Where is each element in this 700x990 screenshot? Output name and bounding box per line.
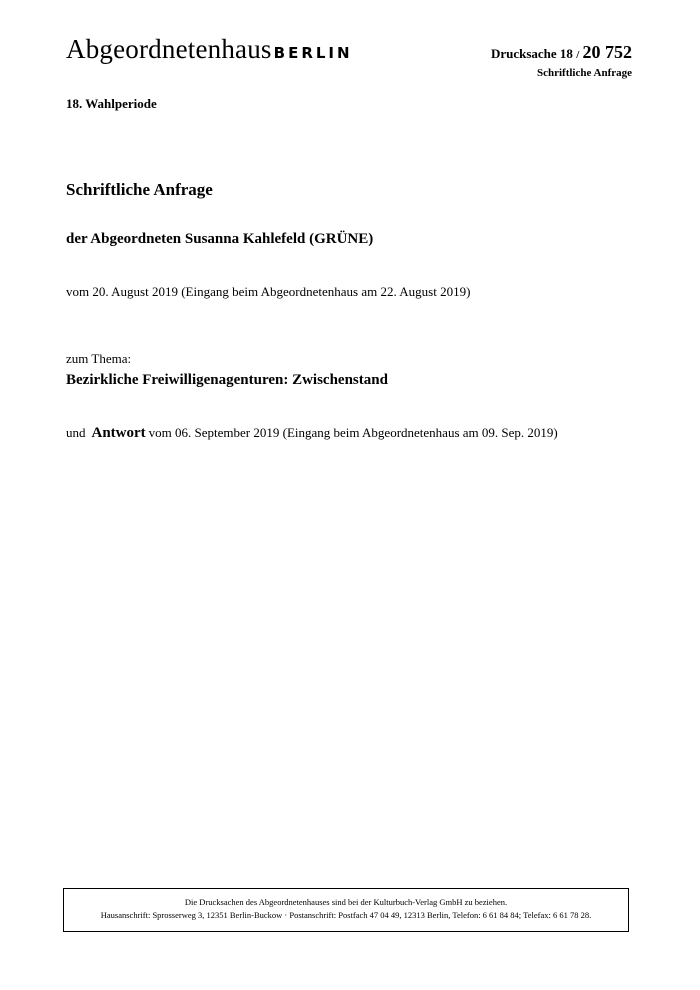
answer-word: Antwort [91,425,146,441]
footer-line-distribution: Die Drucksachen des Abgeordnetenhauses sind bei der Kulturbuch-Verlag GmbH zu beziehen. [184,897,508,907]
drucksache-kind: Schriftliche Anfrage [536,67,632,79]
logo-text-city: BERLIN [273,44,353,62]
drucksache-number: 20 752 [582,42,632,62]
answer-prefix: und [66,425,86,440]
answer-line [66,425,558,442]
drucksache-slash: / [576,49,580,61]
drucksache-id [491,43,632,61]
answer-details: vom 06. September 2019 (Eingang beim Abgeordnetenhaus am 09. Sep. 2019) [148,425,558,440]
drucksache-prefix: Drucksache 18 [490,46,573,61]
date-line: vom 20. August 2019 (Eingang beim Abgeordnetenhaus am 22. August 2019) [66,284,471,299]
author-line: der Abgeordneten Susanna Kahlefeld (GRÜNE) [66,231,374,247]
wahlperiode: 18. Wahlperiode [66,96,157,111]
logo-text-main: Abgeordnetenhaus [66,34,272,64]
footer-line-address: Hausanschrift: Sprosserweg 3, 12351 Berlin-Buckow · Postanschrift: Postfach 47 04 49, 12313 Berlin, Telefon: 6 61 84 84; Telefax: 6 61 78 28. [100,910,592,920]
topic-label: zum Thema: [66,351,132,366]
topic-title: Bezirkliche Freiwilligenagenturen: Zwischenstand [66,372,388,388]
document-type-heading: Schriftliche Anfrage [66,180,213,199]
footer-box [63,888,629,932]
parliament-logo [66,36,353,63]
drucksache-block [491,43,632,79]
